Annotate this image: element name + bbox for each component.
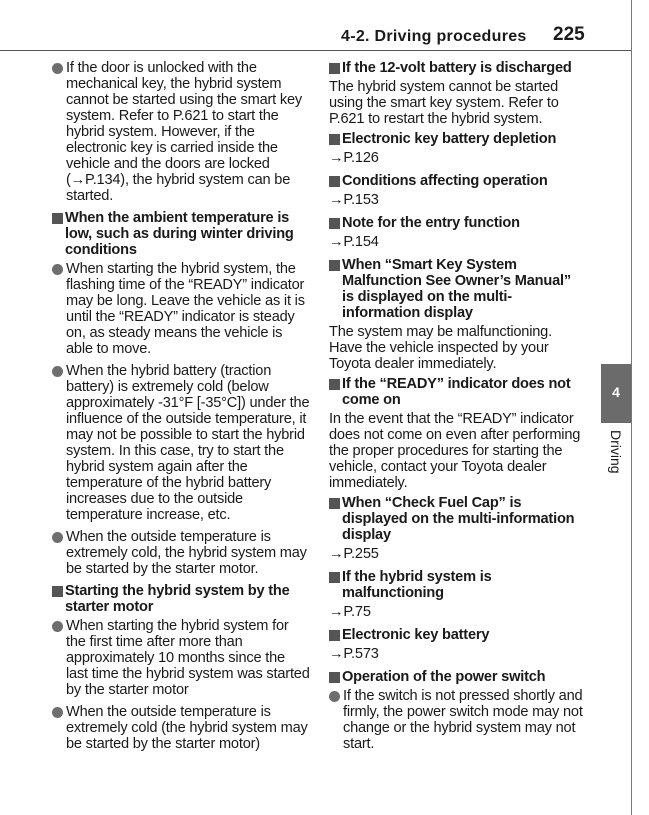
page-reference: →P.255: [329, 546, 379, 562]
square-icon: [329, 379, 340, 390]
list-item: When starting the hybrid system, the flashing time of the “READY” indicator may be long. Leave the vehicle as it is until the “READY” indicator is steady on, as steady means the vehicle is able to move.: [52, 261, 310, 357]
square-icon: [52, 586, 63, 597]
bullet-icon: [52, 707, 63, 718]
left-column: [52, 60, 310, 758]
section-title: 4-2. Driving procedures: [341, 28, 527, 45]
square-icon: [329, 630, 340, 641]
section-heading: When the ambient temperature is low, such as during winter driving conditions: [52, 210, 310, 258]
page-number: 225: [553, 24, 585, 45]
list-item: When starting the hybrid system for the first time after more than approximately 10 months since the last time the hybrid system was started by the starter motor: [52, 618, 310, 698]
square-icon: [329, 572, 340, 583]
list-item: If the switch is not pressed shortly and firmly, the power switch mode may not change or the hybrid system may not start.: [329, 688, 584, 752]
page-reference: →P.154: [329, 234, 379, 250]
bullet-icon: [52, 621, 63, 632]
section-heading: When “Check Fuel Cap” is displayed on the multi-information display: [329, 495, 584, 543]
page-reference: →P.126: [329, 150, 379, 166]
list-item: When the outside temperature is extremely cold, the hybrid system may be started by the starter motor.: [52, 529, 310, 577]
chapter-label-text: Driving: [608, 430, 624, 474]
paragraph: The hybrid system cannot be started using the smart key system. Refer to P.621 to restart the hybrid system.: [329, 79, 559, 127]
square-icon: [329, 672, 340, 683]
page-reference: →P.573: [329, 646, 379, 662]
square-icon: [329, 218, 340, 229]
square-icon: [329, 134, 340, 145]
section-heading: If the 12-volt battery is discharged: [329, 60, 584, 76]
square-icon: [52, 213, 63, 224]
paragraph: The system may be malfunctioning. Have the vehicle inspected by your Toyota dealer immediately.: [329, 324, 552, 372]
chapter-number: 4: [612, 384, 620, 400]
list-item: When the outside temperature is extremely cold (the hybrid system may be started by the starter motor): [52, 704, 310, 752]
page-edge: [631, 0, 632, 815]
chapter-label: [601, 430, 631, 490]
section-heading: If the “READY” indicator does not come on: [329, 376, 584, 408]
bullet-icon: [52, 532, 63, 543]
square-icon: [329, 260, 340, 271]
square-icon: [329, 498, 340, 509]
section-heading: Electronic key battery depletion: [329, 131, 584, 147]
square-icon: [329, 176, 340, 187]
bullet-icon: [329, 691, 340, 702]
page-reference: →P.75: [329, 604, 371, 620]
section-heading: When “Smart Key System Malfunction See Owner’s Manual” is displayed on the multi-information display: [329, 257, 584, 321]
header-rule: [0, 50, 631, 51]
square-icon: [329, 63, 340, 74]
list-item: When the hybrid battery (traction battery) is extremely cold (below approximately -31°F [-35°C]) under the influence of the outside temperature, it may not be possible to start the hybrid system. In this case, try to start the hybrid system again after the temperature of the hybrid battery increases due to the outside temperature increase, etc.: [52, 363, 310, 523]
right-column: [329, 60, 584, 758]
bullet-icon: [52, 63, 63, 74]
paragraph: In the event that the “READY” indicator does not come on even after performing the proper procedures for starting the vehicle, contact your Toyota dealer immediately.: [329, 411, 581, 491]
chapter-tab: [601, 364, 631, 423]
bullet-icon: [52, 264, 63, 275]
section-heading: Starting the hybrid system by the starter motor: [52, 583, 310, 615]
section-heading: Operation of the power switch: [329, 669, 584, 685]
section-heading: Electronic key battery: [329, 627, 584, 643]
bullet-icon: [52, 366, 63, 377]
page-reference: →P.153: [329, 192, 379, 208]
section-heading: If the hybrid system is malfunctioning: [329, 569, 584, 601]
list-item: If the door is unlocked with the mechanical key, the hybrid system cannot be started using the smart key system. Refer to P.621 to start the hybrid system. However, if the electronic key is carried inside the vehicle and the doors are locked (→P.134), the hybrid system can be started.: [52, 60, 310, 204]
section-heading: Conditions affecting operation: [329, 173, 584, 189]
section-heading: Note for the entry function: [329, 215, 584, 231]
